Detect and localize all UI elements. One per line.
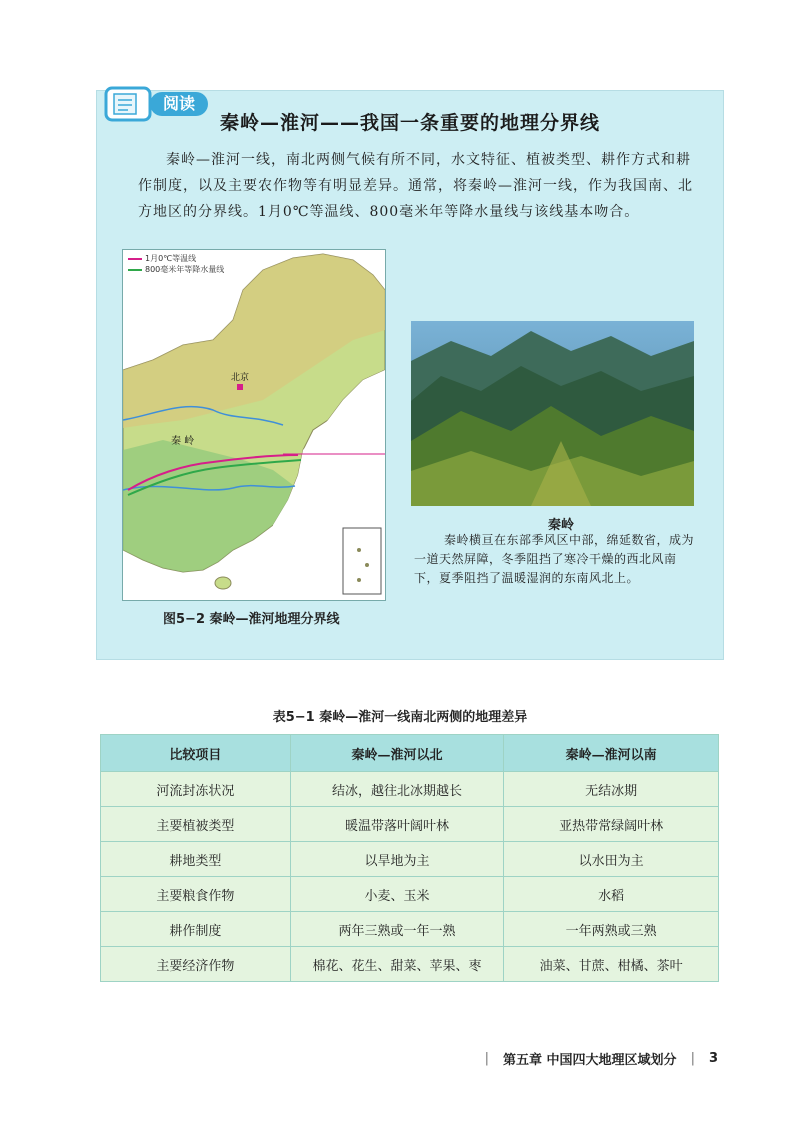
table-cell: 油菜、甘蔗、柑橘、茶叶 — [504, 947, 719, 982]
table-cell: 以水田为主 — [504, 842, 719, 877]
photo-caption: 秦岭横亘在东部季风区中部，绵延数省，成为一道天然屏障，冬季阻挡了寒冷干燥的西北风南下，夏季阻挡了温暖湿润的东南风北上。 — [414, 533, 695, 585]
table-row — [101, 772, 719, 807]
reading-paragraph: 秦岭—淮河一线，南北两侧气候有所不同，水文特征、植被类型、耕作方式和耕作制度，以及主要农作物等有明显差异。通常，将秦岭—淮河一线，作为我国南、北方地区的分界线。1月0℃等温线、800毫米年等降水量线与该线基本吻合。 — [138, 152, 693, 220]
table-cell: 两年三熟或一年一熟 — [290, 912, 504, 947]
chapter-title: 第五章 中国四大地理区域划分 — [503, 1053, 677, 1068]
map-legend — [128, 253, 224, 275]
legend-label: 800毫米年等降水量线 — [145, 265, 225, 274]
map-graphic — [123, 250, 385, 600]
table-row — [101, 807, 719, 842]
table-row — [101, 912, 719, 947]
table-cell: 主要经济作物 — [101, 947, 291, 982]
page-footer — [485, 1049, 718, 1068]
table-cell: 耕地类型 — [101, 842, 291, 877]
table-cell: 无结冰期 — [504, 772, 719, 807]
figure-caption: 图5−2 秦岭—淮河地理分界线 — [163, 612, 340, 627]
table-cell: 以旱地为主 — [290, 842, 504, 877]
qinling-photo — [411, 321, 694, 506]
table-caption: 表5−1 秦岭—淮河一线南北两侧的地理差异 — [272, 710, 528, 725]
table-cell: 水稻 — [504, 877, 719, 912]
table-row — [101, 842, 719, 877]
legend-swatch — [128, 258, 142, 260]
table-cell: 河流封冻状况 — [101, 772, 291, 807]
divider: | — [484, 1051, 490, 1066]
table-cell: 主要粮食作物 — [101, 877, 291, 912]
china-map — [122, 249, 386, 601]
comparison-table — [100, 734, 719, 982]
table-cell: 小麦、玉米 — [290, 877, 504, 912]
table-cell: 暖温带落叶阔叶林 — [290, 807, 504, 842]
table-header-cell: 比较项目 — [101, 735, 291, 772]
legend-item-isotherm — [128, 253, 224, 264]
table-header-cell: 秦岭—淮河以北 — [290, 735, 504, 772]
reading-title: 秦岭—淮河——我国一条重要的地理分界线 — [220, 112, 601, 134]
beijing-label: 北京 — [231, 373, 250, 383]
reading-badge-label: 阅读 — [150, 92, 208, 116]
table-cell: 棉花、花生、甜菜、苹果、枣 — [290, 947, 504, 982]
legend-item-precipitation — [128, 264, 224, 275]
mountain-image — [411, 321, 694, 506]
table-cell: 一年两熟或三熟 — [504, 912, 719, 947]
qinling-label: 秦 岭 — [171, 436, 195, 447]
table-cell: 耕作制度 — [101, 912, 291, 947]
page-number: 3 — [708, 1051, 718, 1066]
table-cell: 主要植被类型 — [101, 807, 291, 842]
table-cell: 亚热带常绿阔叶林 — [504, 807, 719, 842]
table-row — [101, 877, 719, 912]
legend-swatch — [128, 269, 142, 271]
legend-label: 1月0℃等温线 — [145, 254, 197, 263]
table-cell: 结冰，越往北冰期越长 — [290, 772, 504, 807]
table-header-row — [101, 735, 719, 772]
table-row — [101, 947, 719, 982]
photo-title: 秦岭 — [547, 518, 574, 533]
table-header-cell: 秦岭—淮河以南 — [504, 735, 719, 772]
divider: | — [690, 1051, 695, 1066]
